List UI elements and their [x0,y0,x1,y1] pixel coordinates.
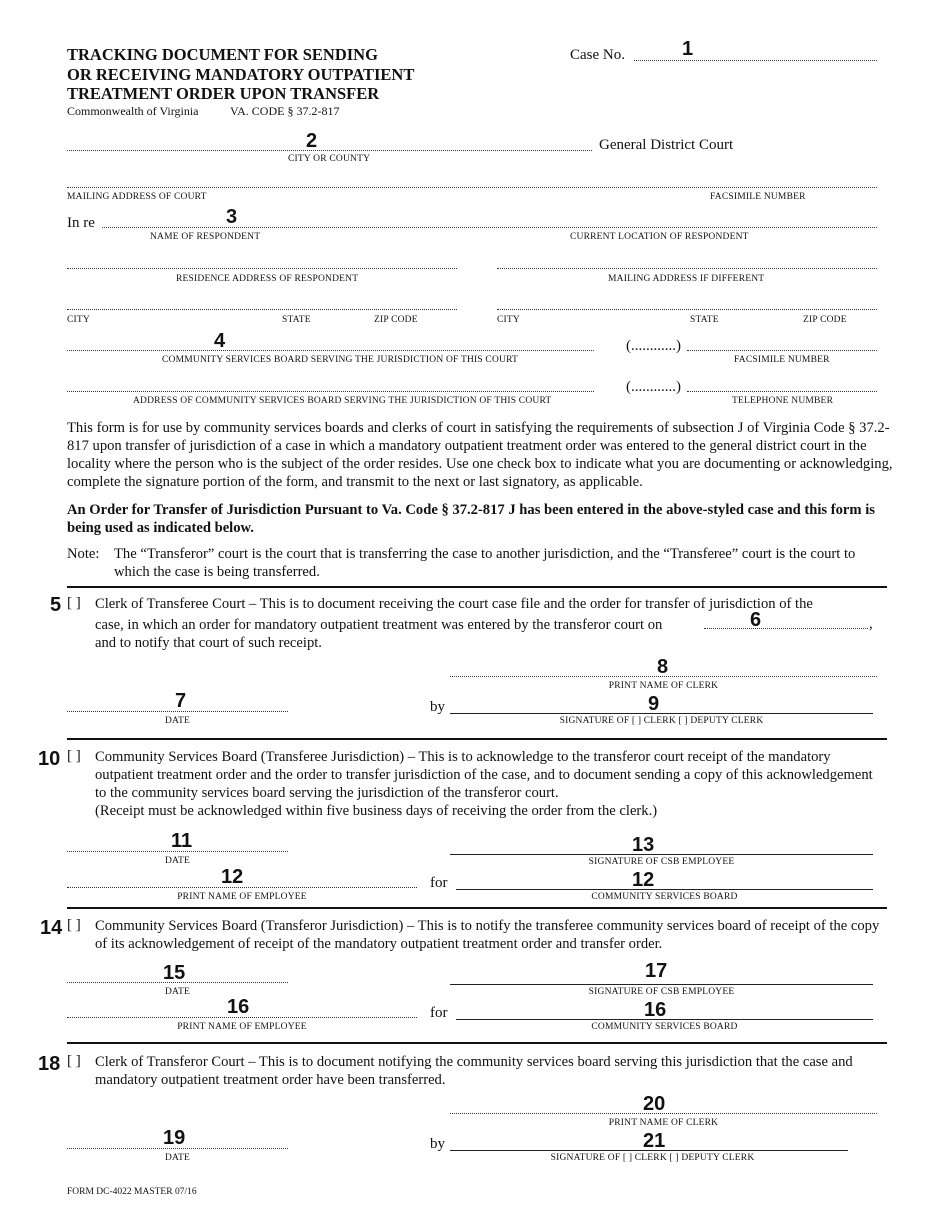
s2-csb-label: COMMUNITY SERVICES BOARD [591,892,738,902]
mailing-different-label: MAILING ADDRESS IF DIFFERENT [608,274,765,284]
section3-text: Community Services Board (Transferor Jurisdiction) – This is to notify the transferee community services board of receipt of the copy of its acknowledgement of receipt of the mandatory outpatient treatment order and transfer order. [95,918,880,952]
marker-7: 7 [175,690,187,712]
marker-15: 15 [163,962,186,984]
transferor-entry-date-field[interactable] [704,628,868,629]
city-county-field[interactable] [67,150,592,151]
intro-paragraph: This form is for use by community services boards and clerks of court in satisfying the requirements of subsection J of Virginia Code § 37.2-817 upon transfer of jurisdiction of a case in which a mandatory outpatient treatment order was entered to the general district court in the locality where the person who is the subject of the order resides. Use one check box to indicate what you are documenting or acknowledging, complete the signature portion of the form, and transmit to the next or last signatory, as applicable. [67,420,893,490]
city-label-left: CITY [67,315,90,325]
section1-line2: case, in which an order for mandatory outpatient treatment was entered by the transferor court on [95,617,663,633]
case-no-field[interactable] [634,60,877,61]
note-text: The “Transferor” court is the court that is transferring the case to another jurisdiction, and the “Transferee” court is the court to which the case is being transferred. [114,546,856,580]
section-divider-3 [67,907,887,909]
csb-address-field[interactable] [67,391,594,392]
csb-transferee-checkbox[interactable]: [ ] [67,748,81,764]
form-number: FORM DC-4022 MASTER 07/16 [67,1187,197,1197]
csb-fax-field[interactable] [687,350,877,351]
csb-phone-field[interactable] [687,391,877,392]
s2-employee-name-label: PRINT NAME OF EMPLOYEE [177,892,307,902]
section1-line1: Clerk of Transferee Court – This is to document receiving the court case file and the order for transfer of jurisdiction of the [95,596,813,612]
s3-employee-name-label: PRINT NAME OF EMPLOYEE [177,1022,307,1032]
s3-csb-signature-label: SIGNATURE OF CSB EMPLOYEE [588,987,735,997]
fax-area-code: (............) [626,338,681,354]
section1-line3: and to notify that court of such receipt. [95,635,322,651]
marker-5: 5 [50,594,62,616]
transferee-clerk-checkbox[interactable]: [ ] [67,595,81,611]
state-label-left: STATE [282,315,311,325]
title-line-2: OR RECEIVING MANDATORY OUTPATIENT [67,64,415,84]
title-line-3: TREATMENT ORDER UPON TRANSFER [67,84,380,103]
section1-comma: , [869,616,873,632]
csb-name-field[interactable] [67,350,594,351]
marker-21: 21 [643,1130,666,1152]
respondent-field[interactable] [102,227,877,228]
case-no-label: Case No. [570,47,625,63]
form-title [67,45,414,104]
section-divider-2 [67,738,887,740]
city-state-zip-field-right[interactable] [497,309,877,310]
s3-for: for [430,1005,448,1021]
marker-16b: 16 [644,999,667,1021]
marker-18: 18 [38,1053,61,1075]
s4-clerk-signature-label: SIGNATURE OF [ ] CLERK [ ] DEPUTY CLERK [550,1153,755,1163]
transferor-clerk-checkbox[interactable]: [ ] [67,1053,81,1069]
marker-11: 11 [171,830,193,852]
marker-6: 6 [750,609,762,631]
marker-17: 17 [645,960,668,982]
section4-text: Clerk of Transferor Court – This is to document notifying the community services board serving this jurisdiction that the case and mandatory outpatient treatment order have been transferred. [95,1054,853,1088]
csb-address-label: ADDRESS OF COMMUNITY SERVICES BOARD SERVING THE JURISDICTION OF THIS COURT [133,396,552,406]
transfer-order-statement: An Order for Transfer of Jurisdiction Pursuant to Va. Code § 37.2-817 J has been entered in the above-styled case and this form is being used as indicated below. [67,502,875,536]
marker-2: 2 [306,130,318,152]
csb-transferor-checkbox[interactable]: [ ] [67,917,81,933]
marker-8: 8 [657,656,669,678]
residence-address-field[interactable] [67,268,457,269]
note-label: Note: [67,546,100,562]
marker-14: 14 [40,917,63,939]
marker-20: 20 [643,1093,666,1115]
zip-label-right: ZIP CODE [803,315,847,325]
s4-date-label: DATE [164,1153,191,1163]
marker-10: 10 [38,748,61,770]
marker-19: 19 [163,1127,186,1149]
city-state-zip-field-left[interactable] [67,309,457,310]
mailing-address-field[interactable] [67,187,877,188]
section-divider-1 [67,586,887,588]
s1-date-label: DATE [164,716,191,726]
marker-3: 3 [226,206,238,228]
court-fax-label: FACSIMILE NUMBER [710,192,806,202]
csb-fax-label: FACSIMILE NUMBER [734,355,830,365]
s2-date-label: DATE [164,856,191,866]
section2-text: Community Services Board (Transferee Jurisdiction) – This is to acknowledge to the transferor court receipt of the mandatory outpatient treatment order and the order to transfer jurisdiction of the case, and to document sending a copy of this acknowledgement to the community services board serving the jurisdiction of the transferor court. [95,749,873,801]
s3-csb-signature-field[interactable] [450,984,873,985]
s2-csb-signature-label: SIGNATURE OF CSB EMPLOYEE [588,857,735,867]
s2-for: for [430,875,448,891]
s1-clerk-name-label: PRINT NAME OF CLERK [608,681,719,691]
section-divider-4 [67,1042,887,1044]
marker-16a: 16 [227,996,250,1018]
s1-clerk-signature-label: SIGNATURE OF [ ] CLERK [ ] DEPUTY CLERK [559,716,764,726]
state-label-right: STATE [690,315,719,325]
csb-serving-label: COMMUNITY SERVICES BOARD SERVING THE JURISDICTION OF THIS COURT [162,355,519,365]
city-county-label: CITY OR COUNTY [288,154,371,164]
s3-csb-label: COMMUNITY SERVICES BOARD [591,1022,738,1032]
respondent-name-label: NAME OF RESPONDENT [150,232,261,242]
s1-clerk-signature-field[interactable] [450,713,873,714]
court-suffix: General District Court [599,137,734,153]
s2-csb-signature-field[interactable] [450,854,873,855]
marker-12a: 12 [221,866,244,888]
city-label-right: CITY [497,315,520,325]
marker-4: 4 [214,330,226,352]
in-re-label: In re [67,215,95,231]
s3-date-label: DATE [164,987,191,997]
s2-csb-field[interactable] [456,889,873,890]
title-line-1: TRACKING DOCUMENT FOR SENDING [67,45,378,64]
s1-by: by [430,699,445,715]
mailing-address-label: MAILING ADDRESS OF COURT [67,192,207,202]
csb-phone-label: TELEPHONE NUMBER [732,396,834,406]
marker-9: 9 [648,693,660,715]
code-reference: VA. CODE § 37.2-817 [230,104,340,118]
s4-by: by [430,1136,445,1152]
current-location-label: CURRENT LOCATION OF RESPONDENT [570,232,749,242]
residence-address-label: RESIDENCE ADDRESS OF RESPONDENT [176,274,359,284]
marker-1: 1 [682,38,694,60]
marker-12b: 12 [632,869,655,891]
s4-clerk-name-label: PRINT NAME OF CLERK [608,1118,719,1128]
zip-label-left: ZIP CODE [374,315,418,325]
phone-area-code: (............) [626,379,681,395]
marker-13: 13 [632,834,655,856]
mailing-different-field[interactable] [497,268,877,269]
state-name: Commonwealth of Virginia [67,104,199,118]
section2-note: (Receipt must be acknowledged within five business days of receiving the order from the clerk.) [95,803,658,819]
